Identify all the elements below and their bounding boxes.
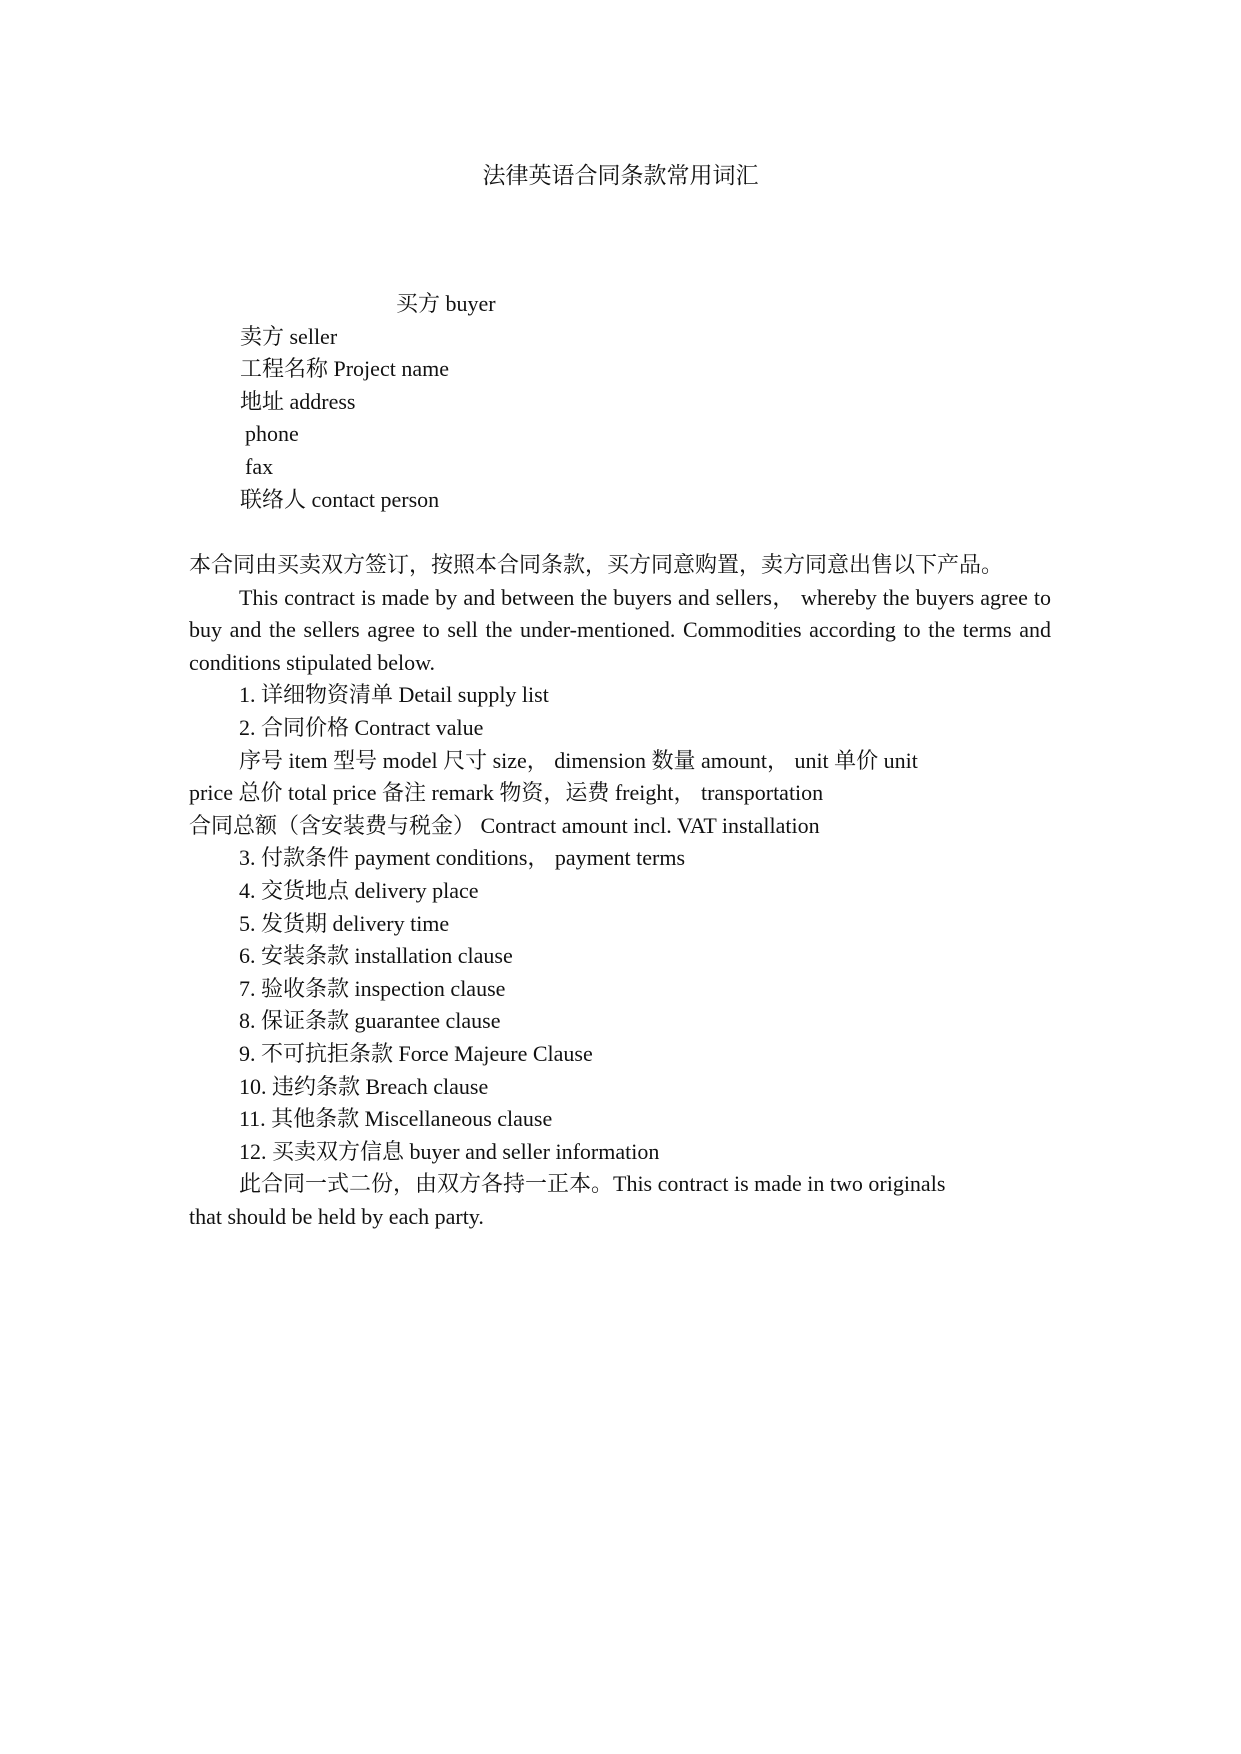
contact-person-label: 联络人 contact person [240,486,440,512]
clause-item: 4. 交货地点 delivery place [239,877,479,903]
clause-item: 8. 保证条款 guarantee clause [239,1008,501,1034]
phone-label: phone [245,421,299,447]
contract-body [189,549,1051,1233]
clause-item: 12. 买卖双方信息 buyer and seller information [239,1138,660,1164]
intro-chinese: 本合同由买卖双方签订，按照本合同条款，买方同意购置，卖方同意出售以下产品。 [189,552,1004,577]
value-fields-line: 序号 item 型号 model 尺寸 size， dimension 数量 amount， unit 单价 unit [239,747,918,773]
clause-item: 6. 安装条款 installation clause [239,943,513,969]
clause-item: 5. 发货期 delivery time [239,910,450,936]
address-label: 地址 address [240,388,356,414]
document-title: 法律英语合同条款常用词汇 [482,163,759,188]
clause-item: 2. 合同价格 Contract value [239,714,484,740]
clause-item: 3. 付款条件 payment conditions， payment terms [239,845,686,871]
project-name-label: 工程名称 Project name [240,356,449,382]
intro-english: This contract is made by and between the buyers and sellers， whereby the buyers agree to buy and the sellers agree to sell the under-mentioned. Commodities according to the terms and conditions stipulated below. [189,584,1051,675]
buyer-label: 买方 buyer [396,291,496,316]
seller-label: 卖方 seller [240,323,338,349]
clause-item: 9. 不可抗拒条款 Force Majeure Clause [239,1040,593,1066]
contract-amount-line: 合同总额（含安装费与税金） Contract amount incl. VAT installation [189,812,820,838]
clause-item: 11. 其他条款 Miscellaneous clause [239,1106,553,1132]
value-fields-line: price 总价 total price 备注 remark 物资，运费 freight， transportation [189,780,824,806]
fax-label: fax [245,453,274,479]
clause-item: 10. 违约条款 Breach clause [239,1073,489,1099]
clause-item: 7. 验收条款 inspection clause [239,975,506,1001]
closing-statement: that should be held by each party. [189,1203,484,1229]
closing-statement: 此合同一式二份，由双方各持一正本。This contract is made in two originals [239,1171,946,1197]
clause-item: 1. 详细物资清单 Detail supply list [239,682,549,708]
party-info-block [240,288,1000,516]
